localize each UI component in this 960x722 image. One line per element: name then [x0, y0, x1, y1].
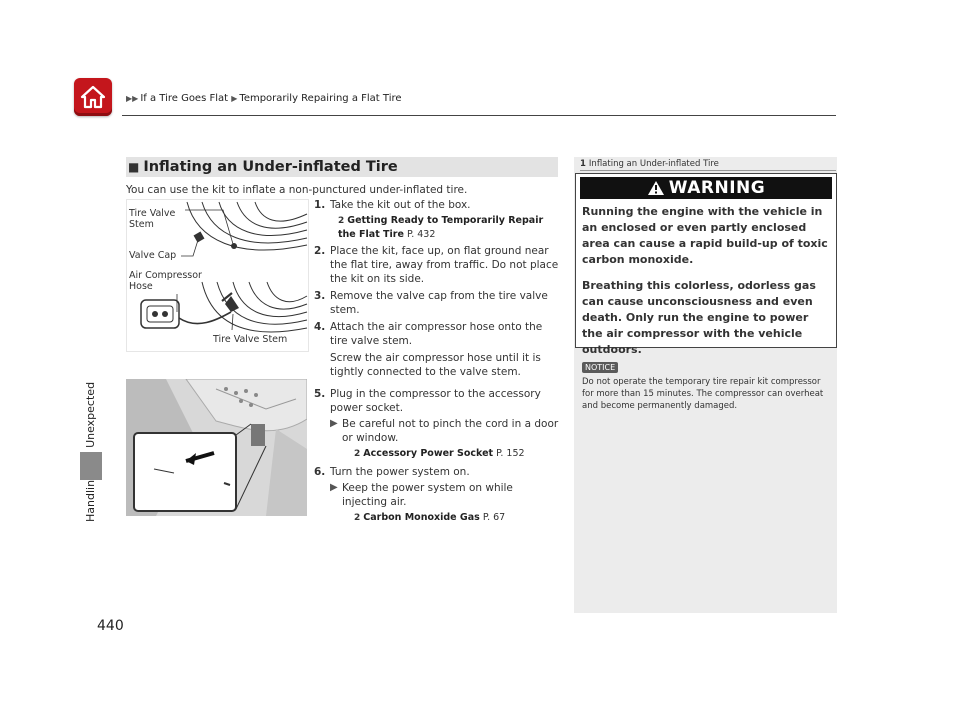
- step-6: 6. Turn the power system on. ▶ Keep the power system on while injecting air. 2 Carbon Monoxide Gas P. 67: [314, 465, 560, 525]
- breadcrumb-arrow-icon: ▶▶: [126, 94, 139, 103]
- page-number: 440: [97, 618, 124, 634]
- warning-triangle-icon: [647, 180, 665, 196]
- reference-arrow-icon: 2: [338, 216, 345, 226]
- cross-reference-link[interactable]: 2 Carbon Monoxide Gas P. 67: [354, 512, 506, 523]
- warning-title-bar: WARNING: [580, 177, 832, 199]
- breadcrumb: [126, 93, 402, 104]
- home-icon: [80, 85, 106, 109]
- cross-reference-link[interactable]: 2 Accessory Power Socket P. 152: [354, 448, 525, 459]
- step-substep: ▶ Be careful not to pinch the cord in a door or window.: [330, 418, 559, 444]
- power-socket-photo: [126, 379, 307, 516]
- section-title: Inflating an Under-inflated Tire: [143, 159, 398, 175]
- sidebar-divider: [580, 170, 836, 171]
- step-2: 2. Place the kit, face up, on flat ground near the flat tire, away from traffic. Do not place the kit on its side.: [314, 245, 559, 285]
- breadcrumb-item[interactable]: If a Tire Goes Flat: [140, 93, 229, 104]
- section-square-icon: ■: [128, 160, 140, 174]
- step-substep: ▶ Keep the power system on while injecting air.: [330, 482, 513, 508]
- step-4: 4. Attach the air compressor hose onto the tire valve stem. Screw the air compressor hose until it is tightly connected to the valve stem.: [314, 321, 543, 378]
- instruction-steps: [314, 198, 560, 528]
- tire-valve-illustration: [126, 199, 309, 352]
- section-intro: You can use the kit to inflate a non-punctured under-inflated tire.: [126, 184, 468, 196]
- step-1: 1. Take the kit out of the box. 2 Getting Ready to Temporarily Repair the Flat Tire P. 432: [314, 198, 560, 241]
- dashboard-illustration: [126, 379, 307, 516]
- cross-reference-link[interactable]: 2 Getting Ready to Temporarily Repair the Flat Tire P. 432: [338, 215, 544, 240]
- breadcrumb-item[interactable]: Temporarily Repairing a Flat Tire: [239, 93, 402, 104]
- notice-text: Do not operate the temporary tire repair kit compressor for more than 15 minutes. The compressor can overheat and become permanently damaged.: [582, 377, 824, 411]
- warning-text: Running the engine with the vehicle in an enclosed or even partly enclosed area can cause a rapid build-up of toxic carbon monoxide. Breathing this colorless, odorless gas can cause unconsciousness and even death. Only run the engine to power the air compressor with the vehicle outdoors.: [582, 205, 828, 356]
- label-tire-valve-stem-bottom: Tire Valve Stem: [213, 334, 288, 345]
- reference-arrow-icon: 2: [354, 513, 361, 523]
- label-valve-cap: Valve Cap: [129, 250, 177, 261]
- substep-arrow-icon: ▶: [330, 418, 338, 429]
- notice-badge: NOTICE: [582, 362, 618, 373]
- header-divider: [122, 115, 836, 116]
- reference-arrow-icon: 2: [354, 449, 361, 459]
- label-air-compressor-hose: Air Compressor Hose: [129, 270, 202, 292]
- step-3: 3. Remove the valve cap from the tire valve stem.: [314, 290, 548, 316]
- substep-arrow-icon: ▶: [330, 482, 338, 493]
- section-header: [126, 157, 558, 177]
- home-button[interactable]: [74, 78, 112, 116]
- breadcrumb-arrow-icon: ▶: [231, 94, 238, 103]
- sidebar-reference-icon: 1: [580, 159, 586, 169]
- sidebar-heading: 1 Inflating an Under-inflated Tire: [580, 159, 719, 169]
- step-5: 5. Plug in the compressor to the accessory power socket. ▶ Be careful not to pinch the cord in a door or window. 2 Accessory Power Socket P. 152: [314, 388, 559, 459]
- chapter-tab-marker[interactable]: [80, 452, 102, 480]
- label-tire-valve-stem: Tire Valve Stem: [129, 208, 176, 230]
